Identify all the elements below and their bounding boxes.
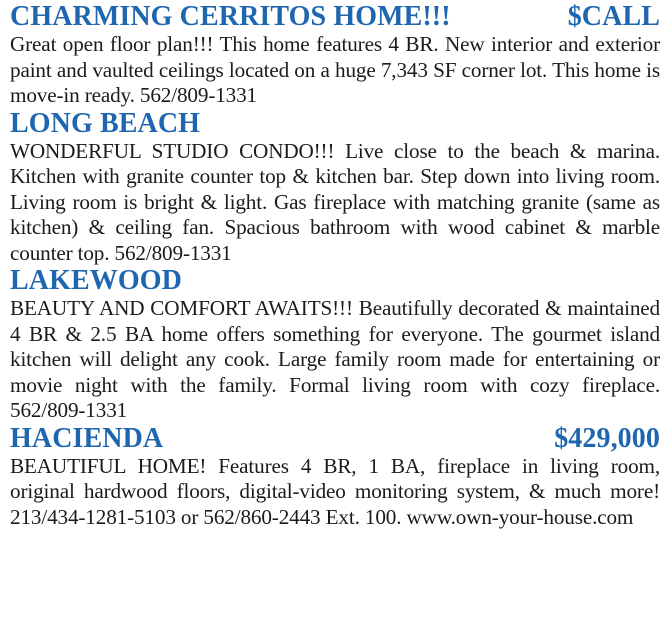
listing-lakewood [10, 266, 660, 424]
listing-description: WONDERFUL STUDIO CONDO!!! Live close to the beach & marina. Kitchen with granite counter top & kitchen bar. Step down into living room. Living room is bright & light. Gas fireplace with matching granite (same as kitchen) & ceiling fan. Spacious bathroom with wood cabinet & marble counter top. 562/809-1331 [10, 138, 660, 265]
listing-price: $429,000 [554, 422, 660, 454]
listing-heading [10, 2, 660, 32]
listing-description: BEAUTY AND COMFORT AWAITS!!! Beautifully decorated & maintained 4 BR & 2.5 BA home offers something for everyone. The gourmet island kitchen will delight any cook. Large family room made for entertaining or movie night with the family. Formal living room with cozy fireplace. 562/809-1331 [10, 296, 660, 422]
listing-long-beach [10, 109, 660, 267]
listing-heading [10, 424, 660, 454]
listing-heading [10, 266, 660, 296]
listing-heading [10, 109, 660, 139]
listing-title: CHARMING CERRITOS HOME!!! [10, 1, 451, 32]
listing-description: BEAUTIFUL HOME! Features 4 BR, 1 BA, fireplace in living room, original hardwood floors, digital-video monitoring system, & much more! 213/434-1281-5103 or 562/860-2443 Ext. 100. www.own-your-house.com [10, 453, 660, 529]
listing-price: $CALL [567, 1, 660, 32]
listing-hacienda [10, 424, 660, 531]
listing-title: LAKEWOOD [10, 265, 182, 296]
listing-title: LONG BEACH [10, 107, 201, 139]
listing-cerritos [10, 2, 660, 109]
listing-title: HACIENDA [10, 422, 164, 454]
listing-description: Great open floor plan!!! This home features 4 BR. New interior and exterior paint and vaulted ceilings located on a huge 7,343 SF corner lot. This home is move-in ready. 562/809-1331 [10, 32, 660, 107]
